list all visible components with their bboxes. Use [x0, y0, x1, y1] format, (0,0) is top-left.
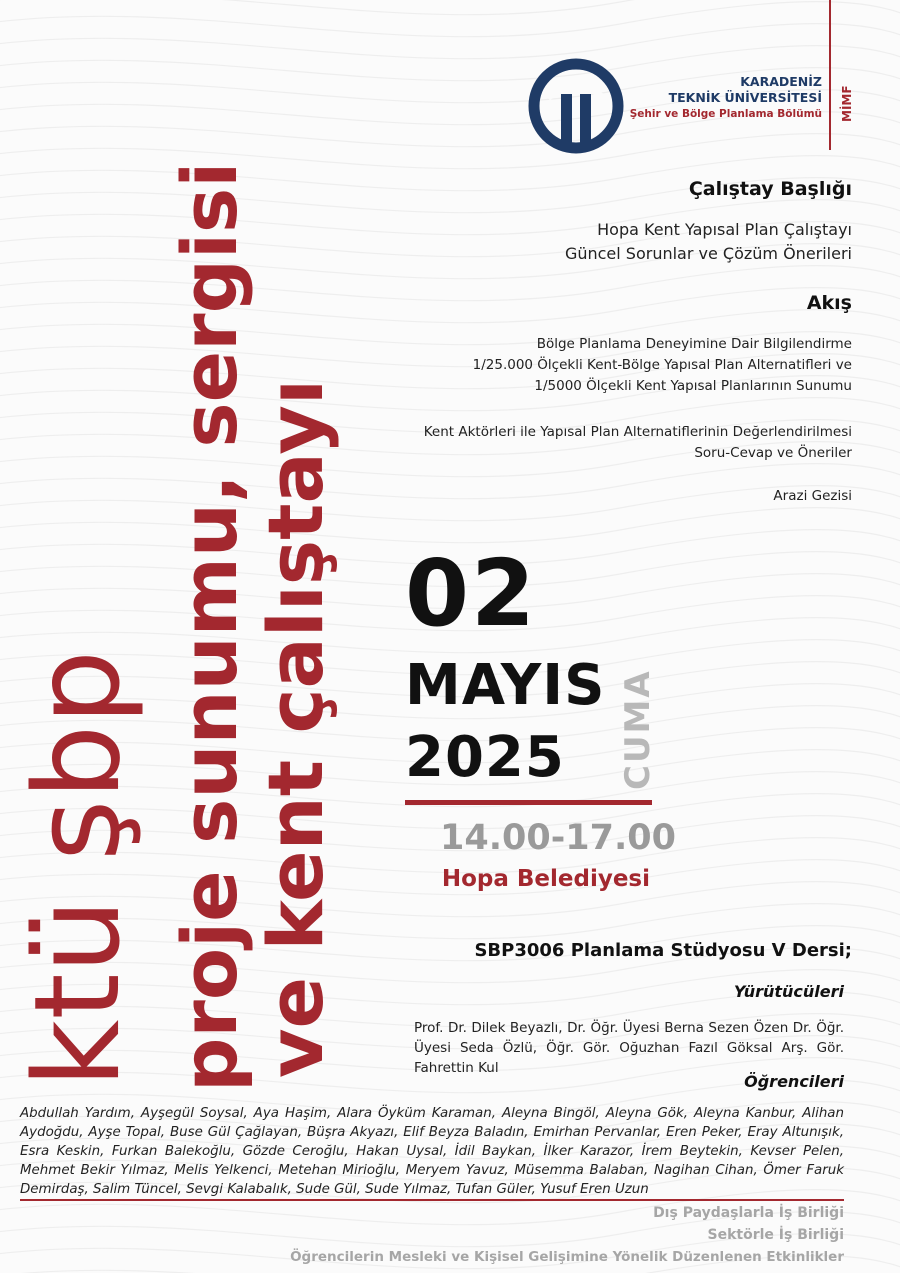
event-day: 02	[405, 540, 538, 647]
vertical-title-line2: proje sunumu, sergisi	[165, 161, 254, 1092]
workshop-title-line2: Güncel Sorunlar ve Çözüm Önerileri	[564, 244, 852, 263]
department-name: Şehir ve Bölge Planlama Bölümü	[629, 108, 822, 120]
event-venue: Hopa Belediyesi	[441, 866, 650, 892]
university-name-line2: TEKNİK ÜNİVERSİTESİ	[668, 90, 822, 105]
wave-line	[0, 0, 900, 15]
wave-line	[0, 134, 900, 169]
header-divider	[829, 0, 831, 150]
wave-line	[0, 288, 900, 323]
wave-line	[0, 266, 900, 301]
wave-line	[0, 24, 900, 59]
course-title: SBP3006 Planlama Stüdyosu V Dersi;	[474, 940, 852, 961]
event-year: 2025	[405, 725, 565, 790]
flow-item-1-line2: 1/25.000 Ölçekli Kent-Bölge Yapısal Plan Alternatifleri ve	[472, 357, 852, 373]
workshop-title	[565, 218, 852, 266]
wave-line	[0, 508, 900, 543]
students-list: Abdullah Yardım, Ayşegül Soysal, Aya Haşim, Alara Öyküm Karaman, Aleyna Bingöl, Aleyna Gök, Aleyna Kanbur, Alihan Aydoğdu, Ayşe Topal, Buse Gül Çağlayan, Büşra Akyazı, Elif Beyza Baladın, Emirhan Pervanlar, Eren Peker, Eray Altunışık, Esra Keskin, Furkan Balekoğlu, Gözde Ceroğlu, Hakan Uysal, İdil Baykan, İlker Karazor, İrem Beytekin, Kevser Pelen, Mehmet Bekir Yılmaz, Melis Yelkenci, Metehan Mirioğlu, Meryem Yavuz, Müsemma Balaban, Nagihan Cihan, Ömer Faruk Demirdaş, Salim Tüncel, Sevgi Kalabalık, Sude Gül, Sude Yılmaz, Tufan Güler, Yusuf Eren Uzun	[20, 1106, 844, 1197]
vertical-title-line1: ktü şbp	[8, 649, 146, 1088]
event-time: 14.00-17.00	[440, 818, 676, 858]
flow-item-1-line1: Bölge Planlama Deneyimine Dair Bilgilendirme	[536, 336, 852, 352]
students-heading: Öğrencileri	[744, 1072, 844, 1091]
instructors-heading: Yürütücüleri	[733, 982, 844, 1001]
workshop-title-line1: Hopa Kent Yapısal Plan Çalıştayı	[597, 220, 852, 239]
footer-line3: Öğrencilerin Mesleki ve Kişisel Gelişimine Yönelik Düzenlenen Etkinlikler	[290, 1249, 844, 1265]
wave-line	[0, 2, 900, 37]
flow-heading: Akış	[806, 292, 852, 314]
wave-line	[0, 464, 900, 499]
vertical-title-line3: ve kent çalıştayı	[251, 378, 340, 1078]
flow-item-3: Arazi Gezisi	[773, 488, 852, 504]
workshop-heading: Çalıştay Başlığı	[688, 178, 852, 200]
date-underline	[405, 800, 652, 805]
university-name-line1: KARADENİZ	[740, 74, 822, 89]
wave-line	[0, 486, 900, 521]
instructors-list: Prof. Dr. Dilek Beyazlı, Dr. Öğr. Üyesi Berna Sezen Özen Dr. Öğr. Üyesi Seda Özlü, Öğr. Gör. Oğuzhan Fazıl Göksal Arş. Gör. Fahrettin Kul	[414, 1020, 844, 1076]
flow-item-2-line1: Kent Aktörleri ile Yapısal Plan Alternatiflerinin Değerlendirilmesi	[423, 424, 852, 440]
event-month: MAYIS	[405, 653, 606, 718]
footer-line2: Sektörle İş Birliği	[707, 1227, 844, 1243]
footer-divider	[20, 1199, 844, 1201]
faculty-code	[838, 78, 858, 122]
flow-item-1-line3: 1/5000 Ölçekli Kent Yapısal Planlarının Sunumu	[534, 378, 852, 394]
flow-item-2-line2: Soru-Cevap ve Öneriler	[694, 445, 852, 461]
event-weekday: CUMA	[618, 669, 658, 790]
university-name	[600, 74, 822, 122]
footer-line1: Dış Paydaşlarla İş Birliği	[653, 1205, 844, 1221]
faculty-code-text: MİMF	[840, 85, 854, 122]
flow-item-1	[473, 334, 852, 397]
flow-item-2	[424, 422, 852, 464]
